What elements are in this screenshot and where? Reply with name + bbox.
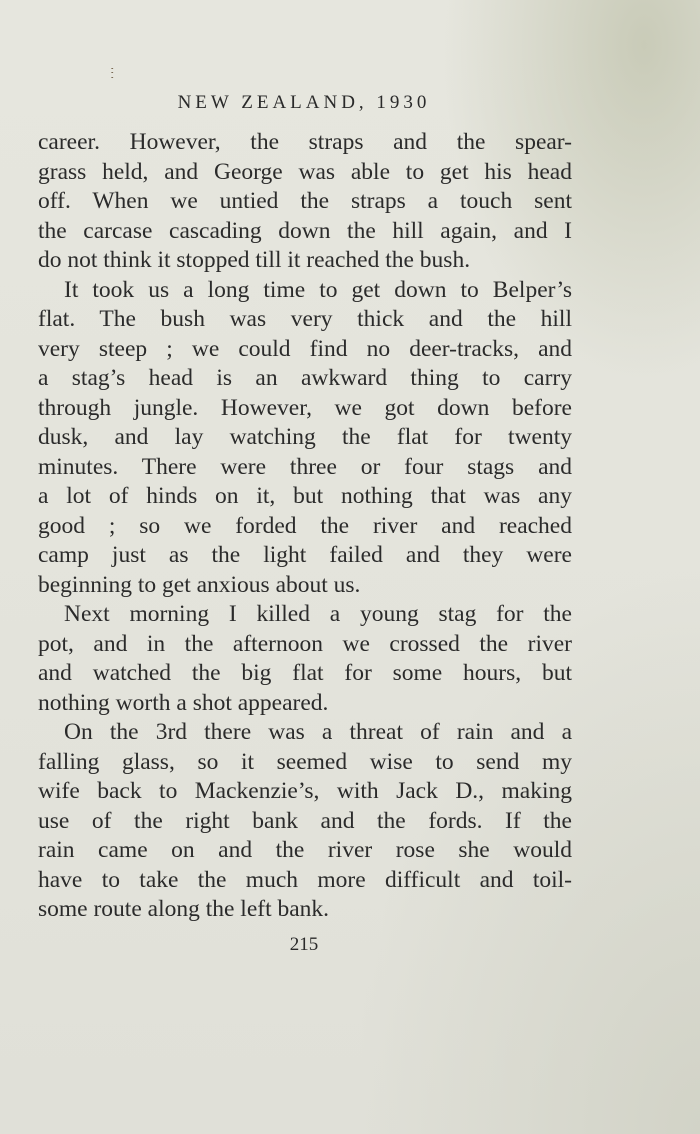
text-line: rain came on and the river rose she would	[38, 837, 572, 863]
text-line: use of the right bank and the fords. If the	[38, 807, 572, 834]
text-line: off. When we untied the straps a touch sent	[38, 188, 572, 214]
text-line: flat. The bush was very thick and the hill	[38, 306, 572, 332]
text-line: through jungle. However, we got down before	[38, 394, 572, 421]
text-line: falling glass, so it seemed wise to send my	[38, 748, 572, 775]
text-line: grass held, and George was able to get his head	[38, 158, 572, 185]
text-line: have to take the much more difficult and toil-	[38, 866, 572, 893]
body-text	[38, 128, 572, 925]
paragraph	[38, 718, 572, 925]
page-blemish: ⵗ	[110, 67, 115, 82]
text-line: a lot of hinds on it, but nothing that was any	[38, 483, 572, 509]
text-line: minutes. There were three or four stags and	[38, 453, 572, 480]
text-line: nothing worth a shot appeared.	[38, 689, 329, 716]
text-line: dusk, and lay watching the flat for twenty	[38, 424, 572, 450]
text-line: beginning to get anxious about us.	[38, 571, 361, 598]
paragraph	[38, 276, 572, 601]
text-line: very steep ; we could find no deer-tracks, and	[38, 335, 572, 362]
text-line: do not think it stopped till it reached the bush.	[38, 247, 471, 273]
text-line: good ; so we forded the river and reached	[38, 512, 572, 539]
text-line: It took us a long time to get down to Belper’s	[64, 276, 572, 303]
text-line: and watched the big flat for some hours, but	[38, 660, 572, 686]
text-line: pot, and in the afternoon we crossed the river	[38, 630, 572, 657]
running-header: NEW ZEALAND, 1930	[177, 92, 431, 113]
text-line: the carcase cascading down the hill again, and I	[38, 217, 572, 244]
text-line: wife back to Mackenzie’s, with Jack D., making	[38, 778, 572, 804]
page-number: 215	[289, 934, 319, 955]
text-line: Next morning I killed a young stag for the	[64, 601, 572, 627]
paragraph	[38, 600, 572, 718]
paragraph	[38, 128, 572, 276]
text-line: camp just as the light failed and they were	[38, 542, 572, 568]
text-line: a stag’s head is an awkward thing to carry	[38, 365, 572, 391]
text-line: some route along the left bank.	[38, 896, 330, 922]
text-line: career. However, the straps and the spear-	[38, 129, 572, 155]
text-line: On the 3rd there was a threat of rain and a	[64, 719, 572, 745]
